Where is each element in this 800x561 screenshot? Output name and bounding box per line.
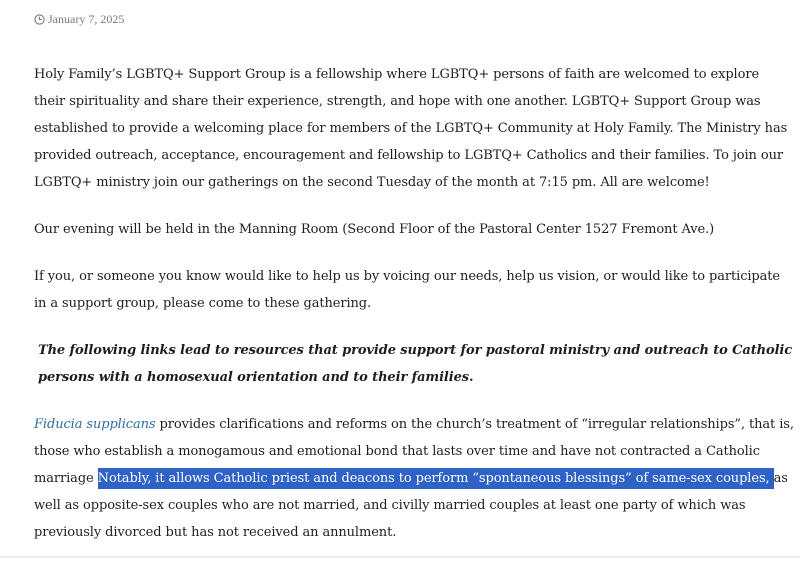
- resources-heading: The following links lead to resources that provide support for pastoral ministry and outreach to Catholic persons with a homosexual orientation and to their families.: [38, 343, 793, 385]
- fiducia-paragraph: [34, 411, 794, 546]
- fiducia-supplicans-link[interactable]: Fiducia supplicans: [34, 417, 156, 432]
- fiducia-text: provides clarifications and reforms on the church’s treatment of “irregular relationships”, that is, those who establish a monogamous and emotional bond that lasts over time and have not contracted a Catholic marriage: [34, 417, 794, 486]
- bottom-divider: [0, 556, 800, 558]
- post-date-text: January 7, 2025: [48, 12, 125, 26]
- article-body: [34, 61, 794, 546]
- post-date: [34, 12, 124, 27]
- intro-paragraph: Holy Family’s LGBTQ+ Support Group is a fellowship where LGBTQ+ persons of faith are welcomed to explore their spirituality and share their experience, strength, and hope with one another. LGBTQ+ Support Group was established to provide a welcoming place for members of the LGBTQ+ Community at Holy Family. The Ministry has provided outreach, acceptance, encouragement and fellowship to LGBTQ+ Catholics and their families. To join our LGBTQ+ ministry join our gatherings on the second Tuesday of the month at 7:15 pm. All are welcome!: [34, 67, 788, 190]
- clock-icon: [34, 14, 45, 25]
- selected-text-highlight[interactable]: Notably, it allows Catholic priest and deacons to perform “spontaneous blessings” of same-sex couples,: [98, 468, 774, 489]
- fiducia-text-continued: as well as opposite-sex couples who are not married, and civilly married couples at least one party of which was previously divorced but has not received an annulment.: [34, 471, 788, 540]
- location-paragraph: Our evening will be held in the Manning Room (Second Floor of the Pastoral Center 1527 Fremont Ave.): [34, 222, 715, 237]
- participation-paragraph: If you, or someone you know would like to help us by voicing our needs, help us vision, or would like to participate in a support group, please come to these gathering.: [34, 269, 781, 311]
